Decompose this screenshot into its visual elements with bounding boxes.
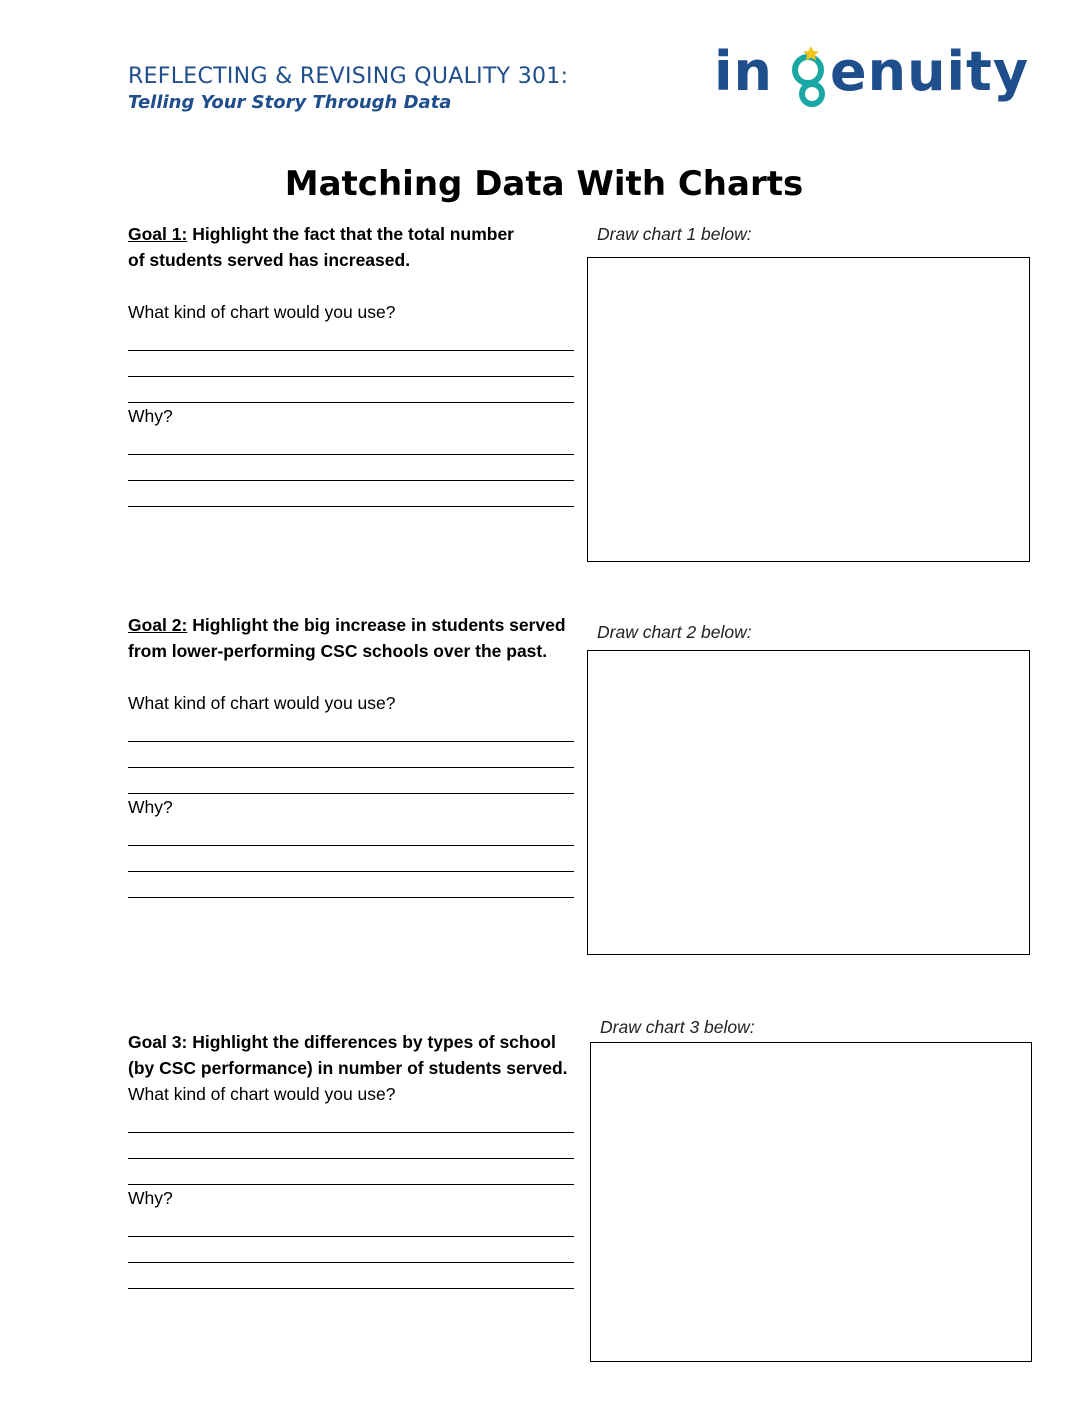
goal-3-heading [128, 1029, 598, 1055]
goal-text-line2: (by CSC performance) in number of students served. [128, 1058, 568, 1078]
answer-line[interactable] [128, 1133, 574, 1159]
chart-type-question: What kind of chart would you use? [128, 693, 396, 713]
answer-line[interactable] [128, 1159, 574, 1185]
answer-line[interactable] [128, 1107, 574, 1133]
goal-label: Goal 2: [128, 615, 188, 635]
goal-text-line2: from lower-performing CSC schools over the past. [128, 641, 548, 661]
goal-1-section [128, 221, 598, 507]
chart-type-question: What kind of chart would you use? [128, 302, 396, 322]
why-question: Why? [128, 406, 173, 426]
goal-1-heading [128, 221, 598, 247]
answer-line[interactable] [128, 377, 574, 403]
answer-line[interactable] [128, 742, 574, 768]
svg-text:enuity: enuity [830, 40, 1030, 103]
goal-2-section [128, 612, 598, 898]
chart-type-question: What kind of chart would you use? [128, 1084, 396, 1104]
page-title: Matching Data With Charts [284, 164, 804, 204]
goal-text-line1: Highlight the big increase in students served [187, 615, 566, 635]
answer-line[interactable] [128, 1237, 574, 1263]
goal-text-line1: Highlight the fact that the total number [187, 224, 514, 244]
goal-text-line1: Highlight the differences by types of school [187, 1032, 556, 1052]
chart-1-drawing-box[interactable] [587, 257, 1030, 562]
answer-line[interactable] [128, 481, 574, 507]
answer-line[interactable] [128, 325, 574, 351]
chart-3-caption: Draw chart 3 below: [600, 1017, 755, 1037]
header-title: REFLECTING & REVISING QUALITY 301: [128, 64, 569, 89]
goal-label: Goal 3: [128, 1032, 188, 1052]
answer-line[interactable] [128, 768, 574, 794]
ingenuity-logo [712, 40, 1052, 116]
goal-text-line2: of students served has increased. [128, 250, 411, 270]
answer-line[interactable] [128, 872, 574, 898]
chart-3-drawing-box[interactable] [590, 1042, 1032, 1362]
goal-2-heading [128, 612, 598, 638]
answer-line[interactable] [128, 1263, 574, 1289]
why-question: Why? [128, 1188, 173, 1208]
svg-text:in: in [714, 40, 773, 103]
header-subtitle: Telling Your Story Through Data [128, 92, 452, 113]
chart-2-drawing-box[interactable] [587, 650, 1030, 955]
chart-1-caption: Draw chart 1 below: [597, 224, 752, 244]
answer-line[interactable] [128, 455, 574, 481]
why-question: Why? [128, 797, 173, 817]
answer-line[interactable] [128, 351, 574, 377]
answer-line[interactable] [128, 820, 574, 846]
answer-line[interactable] [128, 716, 574, 742]
goal-label: Goal 1: [128, 224, 188, 244]
chart-2-caption: Draw chart 2 below: [597, 622, 752, 642]
answer-line[interactable] [128, 429, 574, 455]
answer-line[interactable] [128, 1211, 574, 1237]
goal-3-section [128, 1029, 598, 1289]
answer-line[interactable] [128, 846, 574, 872]
